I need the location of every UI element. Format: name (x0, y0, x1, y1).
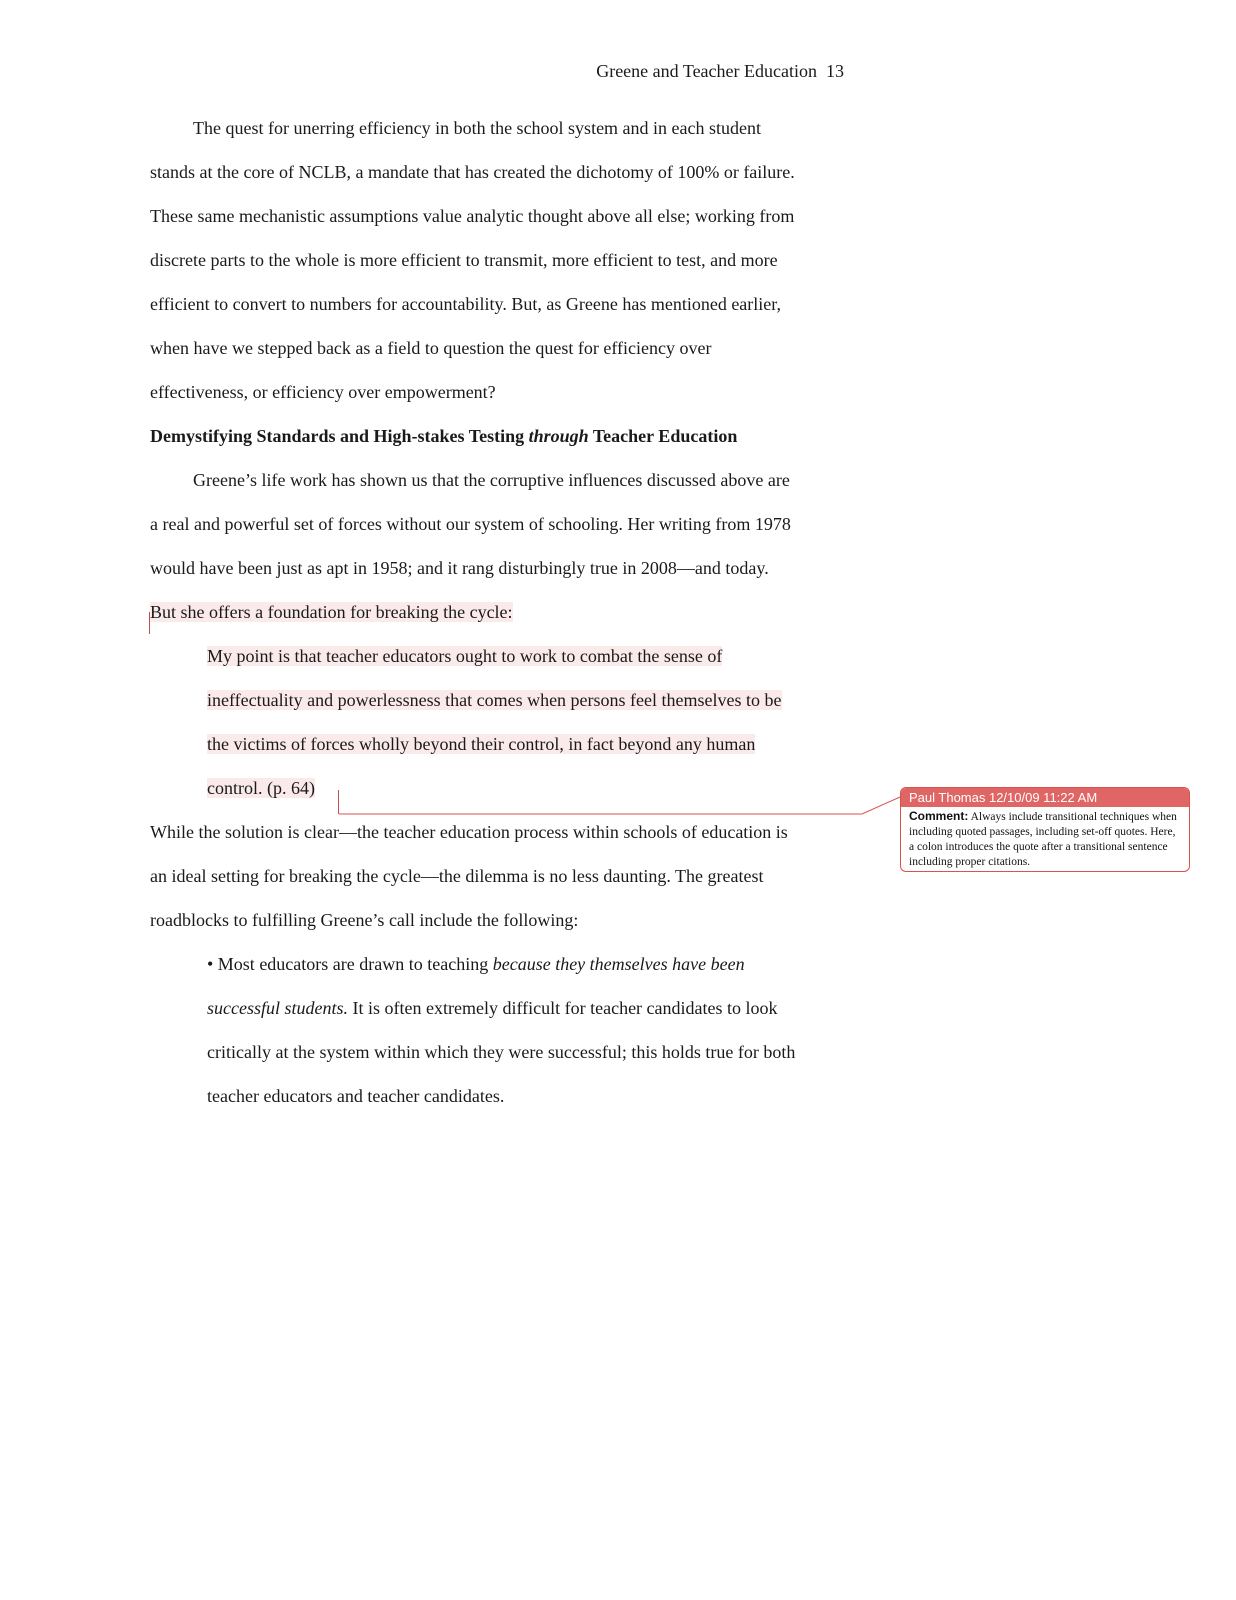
heading-italic: through (528, 426, 589, 446)
paragraph-3-line: While the solution is clear—the teacher education process within schools of education is (150, 822, 788, 842)
bullet-line: critically at the system within which they were successful; this holds true for both (207, 1042, 796, 1062)
block-quote-line (207, 732, 755, 756)
paragraph-1-line: efficient to convert to numbers for accountability. But, as Greene has mentioned earlier, (150, 294, 782, 314)
comment-anchor-mark (338, 790, 339, 814)
comment-balloon[interactable] (900, 787, 1190, 872)
bullet-line: teacher educators and teacher candidates. (207, 1086, 505, 1106)
comment-label: Comment: (909, 809, 969, 823)
comment-body[interactable] (901, 807, 1189, 870)
highlighted-text[interactable]: the victims of forces wholly beyond their control, in fact beyond any human (207, 734, 756, 754)
bullet-line (207, 952, 745, 976)
block-quote-line (207, 644, 722, 668)
bullet-italic: because they themselves have been (492, 954, 745, 974)
paragraph-3-line: an ideal setting for breaking the cycle—the dilemma is no less daunting. The greatest (150, 866, 764, 886)
paragraph-2-line: a real and powerful set of forces without our system of schooling. Her writing from 1978 (150, 514, 791, 534)
bullet-line (207, 996, 778, 1020)
highlighted-text[interactable]: But she offers a foundation for breaking the cycle: (150, 602, 513, 622)
paragraph-1-line: These same mechanistic assumptions value analytic thought above all else; working from (150, 206, 795, 226)
comment-text: Always include transitional techniques when including quoted passages, including set-off quotes. Here, a colon introduces the quote after a transitional sentence including proper citations. (909, 811, 1177, 868)
running-head (500, 60, 844, 82)
paragraph-1-line: when have we stepped back as a field to question the quest for efficiency over (150, 338, 712, 358)
bullet-italic: successful students. (207, 998, 348, 1018)
paragraph-3-line: roadblocks to fulfilling Greene’s call include the following: (150, 910, 579, 930)
highlighted-text[interactable]: My point is that teacher educators ought to work to combat the sense of (207, 646, 723, 666)
section-heading (150, 424, 737, 448)
heading-part-1: Demystifying Standards and High-stakes Testing (150, 426, 529, 446)
paragraph-2-line-highlighted (150, 600, 513, 624)
bullet-text: It is often extremely difficult for teacher candidates to look (348, 998, 778, 1018)
heading-part-2: Teacher Education (588, 426, 738, 446)
paragraph-1-line: The quest for unerring efficiency in both the school system and in each student (193, 118, 762, 138)
paragraph-1-line: discrete parts to the whole is more efficient to transmit, more efficient to test, and more (150, 250, 778, 270)
block-quote-line (207, 776, 315, 800)
highlighted-text[interactable]: control. (p. 64) (207, 778, 315, 798)
paragraph-2-line: would have been just as apt in 1958; and it rang disturbingly true in 2008—and today. (150, 558, 769, 578)
comment-author-date: Paul Thomas 12/10/09 11:22 AM (901, 788, 1189, 807)
paragraph-1-line: effectiveness, or efficiency over empowerment? (150, 382, 496, 402)
block-quote-line (207, 688, 782, 712)
paragraph-2-line: Greene’s life work has shown us that the corruptive influences discussed above are (193, 470, 790, 490)
running-head-title: Greene and Teacher Education (596, 61, 817, 81)
bullet-text: • Most educators are drawn to teaching (207, 954, 493, 974)
comment-range-start (149, 612, 150, 634)
paragraph-1-line: stands at the core of NCLB, a mandate that has created the dichotomy of 100% or failure. (150, 162, 795, 182)
page-number: 13 (826, 61, 844, 81)
highlighted-text[interactable]: ineffectuality and powerlessness that comes when persons feel themselves to be (207, 690, 782, 710)
